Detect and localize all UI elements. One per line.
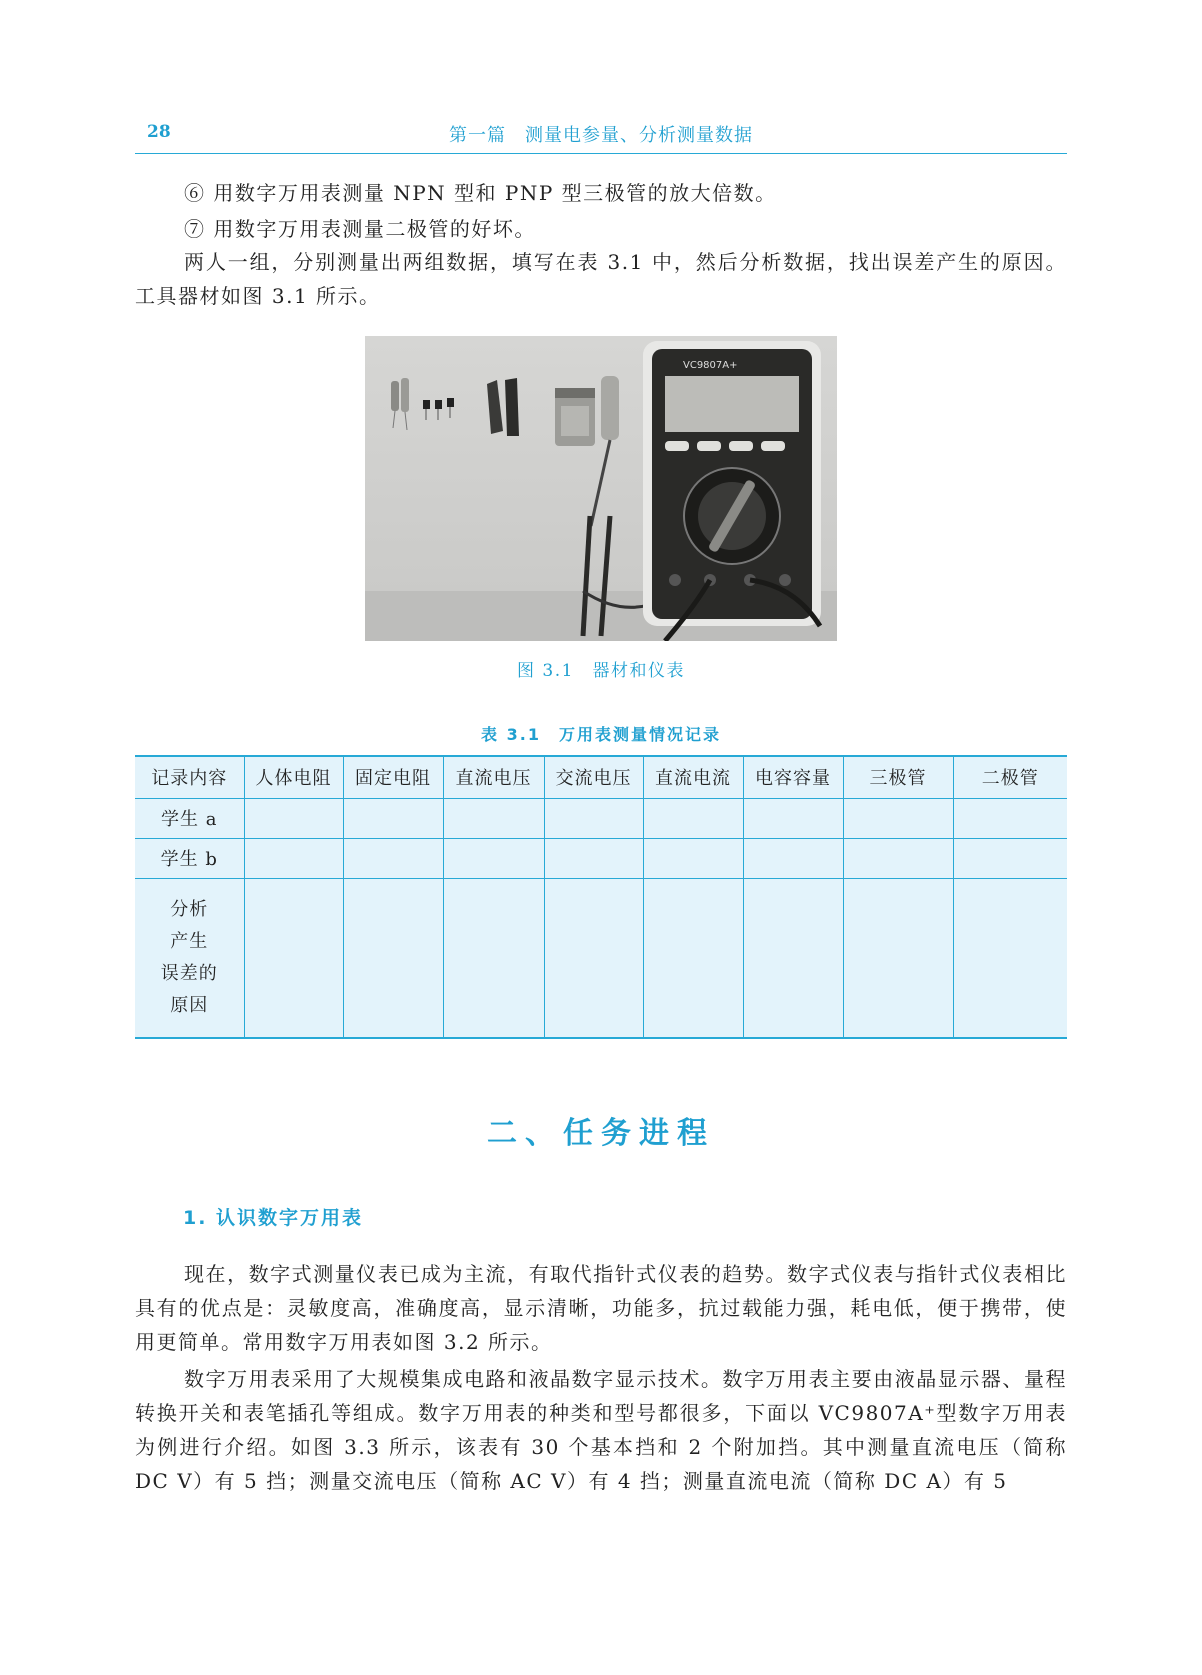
table-header-cell: 直流电压 <box>443 756 544 798</box>
table-header-cell: 固定电阻 <box>343 756 443 798</box>
table-cell <box>443 838 544 878</box>
table-cell <box>343 838 443 878</box>
table-row <box>135 798 1067 838</box>
subsection-title: 1. 认识数字万用表 <box>183 1207 364 1229</box>
running-title: 第一篇 测量电参量、分析测量数据 <box>449 125 753 146</box>
table-cell <box>244 838 343 878</box>
table-cell <box>244 798 343 838</box>
table-cell <box>643 798 743 838</box>
table-row <box>135 838 1067 878</box>
row-label-student-b: 学生 b <box>135 838 244 878</box>
table-header-row <box>135 756 1067 798</box>
intro-paragraph: 两人一组，分别测量出两组数据，填写在表 3.1 中，然后分析数据，找出误差产生的原因。工具器材如图 3.1 所示。 <box>135 250 1067 308</box>
row-label-error-analysis: 分析 产生 误差的 原因 <box>135 878 244 1038</box>
record-table <box>135 755 1067 1039</box>
table-cell <box>743 838 843 878</box>
table-cell <box>843 878 953 1038</box>
table-cell <box>953 838 1067 878</box>
table-header-cell: 三极管 <box>843 756 953 798</box>
table-cell <box>443 878 544 1038</box>
table-cell <box>343 798 443 838</box>
page-number: 28 <box>147 122 171 142</box>
table-header-cell: 直流电流 <box>643 756 743 798</box>
table-cell <box>743 798 843 838</box>
table-cell <box>443 798 544 838</box>
table-row <box>135 878 1067 1038</box>
table-cell <box>343 878 443 1038</box>
table-caption: 表 3.1 万用表测量情况记录 <box>481 725 721 744</box>
figure-caption: 图 3.1 器材和仪表 <box>517 661 685 681</box>
body-paragraph-2: 数字万用表采用了大规模集成电路和液晶数字显示技术。数字万用表主要由液晶显示器、量程转换开关和表笔插孔等组成。数字万用表的种类和型号都很多，下面以 VC9807A⁺型数字万用表为例进行介绍。如图 3.3 所示，该表有 30 个基本挡和 2 个附加挡。其中测量直流电压（简称 DC V）有 5 挡；测量交流电压（简称 AC V）有 4 挡；测量直流电流（简称 DC A）有 5 <box>135 1367 1067 1493</box>
table-cell <box>544 838 643 878</box>
page-header <box>135 118 1067 154</box>
table-cell <box>544 798 643 838</box>
table-header-cell: 交流电压 <box>544 756 643 798</box>
table-header-cell: 记录内容 <box>135 756 244 798</box>
intro-line-2: ⑦ 用数字万用表测量二极管的好坏。 <box>184 217 536 241</box>
multimeter-brand-label: VC9807A+ <box>683 360 738 371</box>
table-cell <box>743 878 843 1038</box>
table-cell <box>843 838 953 878</box>
section-title: 二、任务进程 <box>487 1116 715 1151</box>
battery-icon <box>555 388 595 446</box>
body-paragraph-1: 现在，数字式测量仪表已成为主流，有取代指针式仪表的趋势。数字式仪表与指针式仪表相比具有的优点是：灵敏度高，准确度高，显示清晰，功能多，抗过载能力强，耗电低，便于携带，使用更简单。常用数字万用表如图 3.2 所示。 <box>135 1262 1067 1354</box>
multimeter-icon <box>643 341 821 641</box>
table-cell <box>544 878 643 1038</box>
table-cell <box>953 798 1067 838</box>
figure-equipment-photo <box>365 336 837 641</box>
table-header-cell: 电容容量 <box>743 756 843 798</box>
table-cell <box>244 878 343 1038</box>
table-cell <box>843 798 953 838</box>
table-cell <box>643 878 743 1038</box>
equipment-photo <box>365 336 837 641</box>
table-header-cell: 二极管 <box>953 756 1067 798</box>
table-cell <box>953 878 1067 1038</box>
intro-line-1: ⑥ 用数字万用表测量 NPN 型和 PNP 型三极管的放大倍数。 <box>184 181 777 205</box>
table-cell <box>643 838 743 878</box>
row-label-student-a: 学生 a <box>135 798 244 838</box>
table-header-cell: 人体电阻 <box>244 756 343 798</box>
